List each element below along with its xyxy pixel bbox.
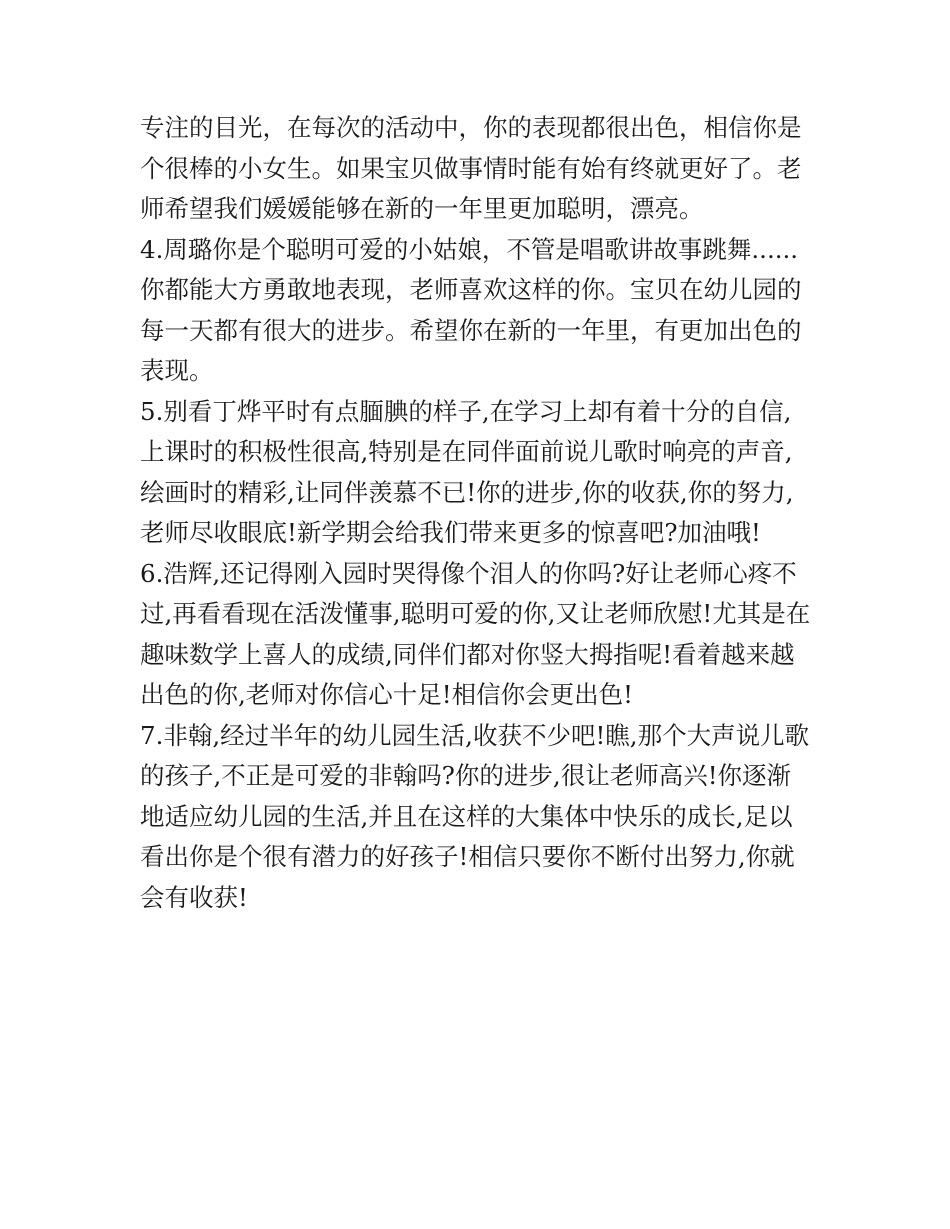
text-line-5: 你都能大方勇敢地表现，老师喜欢这样的你。宝贝在幼儿园的 bbox=[140, 275, 802, 304]
text-line-6: 每一天都有很大的进步。希望你在新的一年里，有更加出色的 bbox=[140, 315, 802, 345]
text-line-7: 表现。 bbox=[140, 356, 214, 385]
text-line-1: 专注的目光，在每次的活动中，你的表现都很出色，相信你是 bbox=[140, 113, 802, 142]
text-line-4: 4.周璐你是个聪明可爱的小姑娘，不管是唱歌讲故事跳舞...... bbox=[140, 234, 799, 264]
text-line-14: 趣味数学上喜人的成绩,同伴们都对你竖大拇指呢!看着越来越 bbox=[140, 639, 795, 669]
text-line-12: 6.浩辉,还记得刚入园时哭得像个泪人的你吗?好让老师心疼不 bbox=[140, 558, 797, 588]
text-line-18: 地适应幼儿园的生活,并且在这样的大集体中快乐的成长,足以 bbox=[140, 801, 793, 831]
text-line-10: 绘画时的精彩,让同伴羡慕不已!你的进步,你的收获,你的努力, bbox=[140, 477, 794, 507]
text-line-20: 会有收获! bbox=[140, 882, 248, 912]
text-line-13: 过,再看看现在活泼懂事,聪明可爱的你,又让老师欣慰!尤其是在 bbox=[140, 599, 811, 628]
text-line-2: 个很棒的小女生。如果宝贝做事情时能有始有终就更好了。老 bbox=[140, 153, 802, 183]
text-line-15: 出色的你,老师对你信心十足!相信你会更出色! bbox=[140, 680, 633, 709]
document-body bbox=[140, 108, 830, 918]
text-line-17: 的孩子,不正是可爱的非翰吗?你的进步,很让老师高兴!你逐渐 bbox=[140, 761, 792, 790]
text-line-8: 5.别看丁烨平时有点腼腆的样子,在学习上却有着十分的自信, bbox=[140, 396, 792, 426]
text-line-19: 看出你是个很有潜力的好孩子!相信只要你不断付出努力,你就 bbox=[140, 842, 795, 871]
text-line-3: 师希望我们媛媛能够在新的一年里更加聪明，漂亮。 bbox=[140, 194, 704, 223]
text-line-11: 老师尽收眼底!新学期会给我们带来更多的惊喜吧?加油哦! bbox=[140, 518, 761, 547]
text-line-16: 7.非翰,经过半年的幼儿园生活,收获不少吧!瞧,那个大声说儿歌 bbox=[140, 720, 810, 750]
text-line-9: 上课时的积极性很高,特别是在同伴面前说儿歌时响亮的声音, bbox=[140, 437, 793, 466]
